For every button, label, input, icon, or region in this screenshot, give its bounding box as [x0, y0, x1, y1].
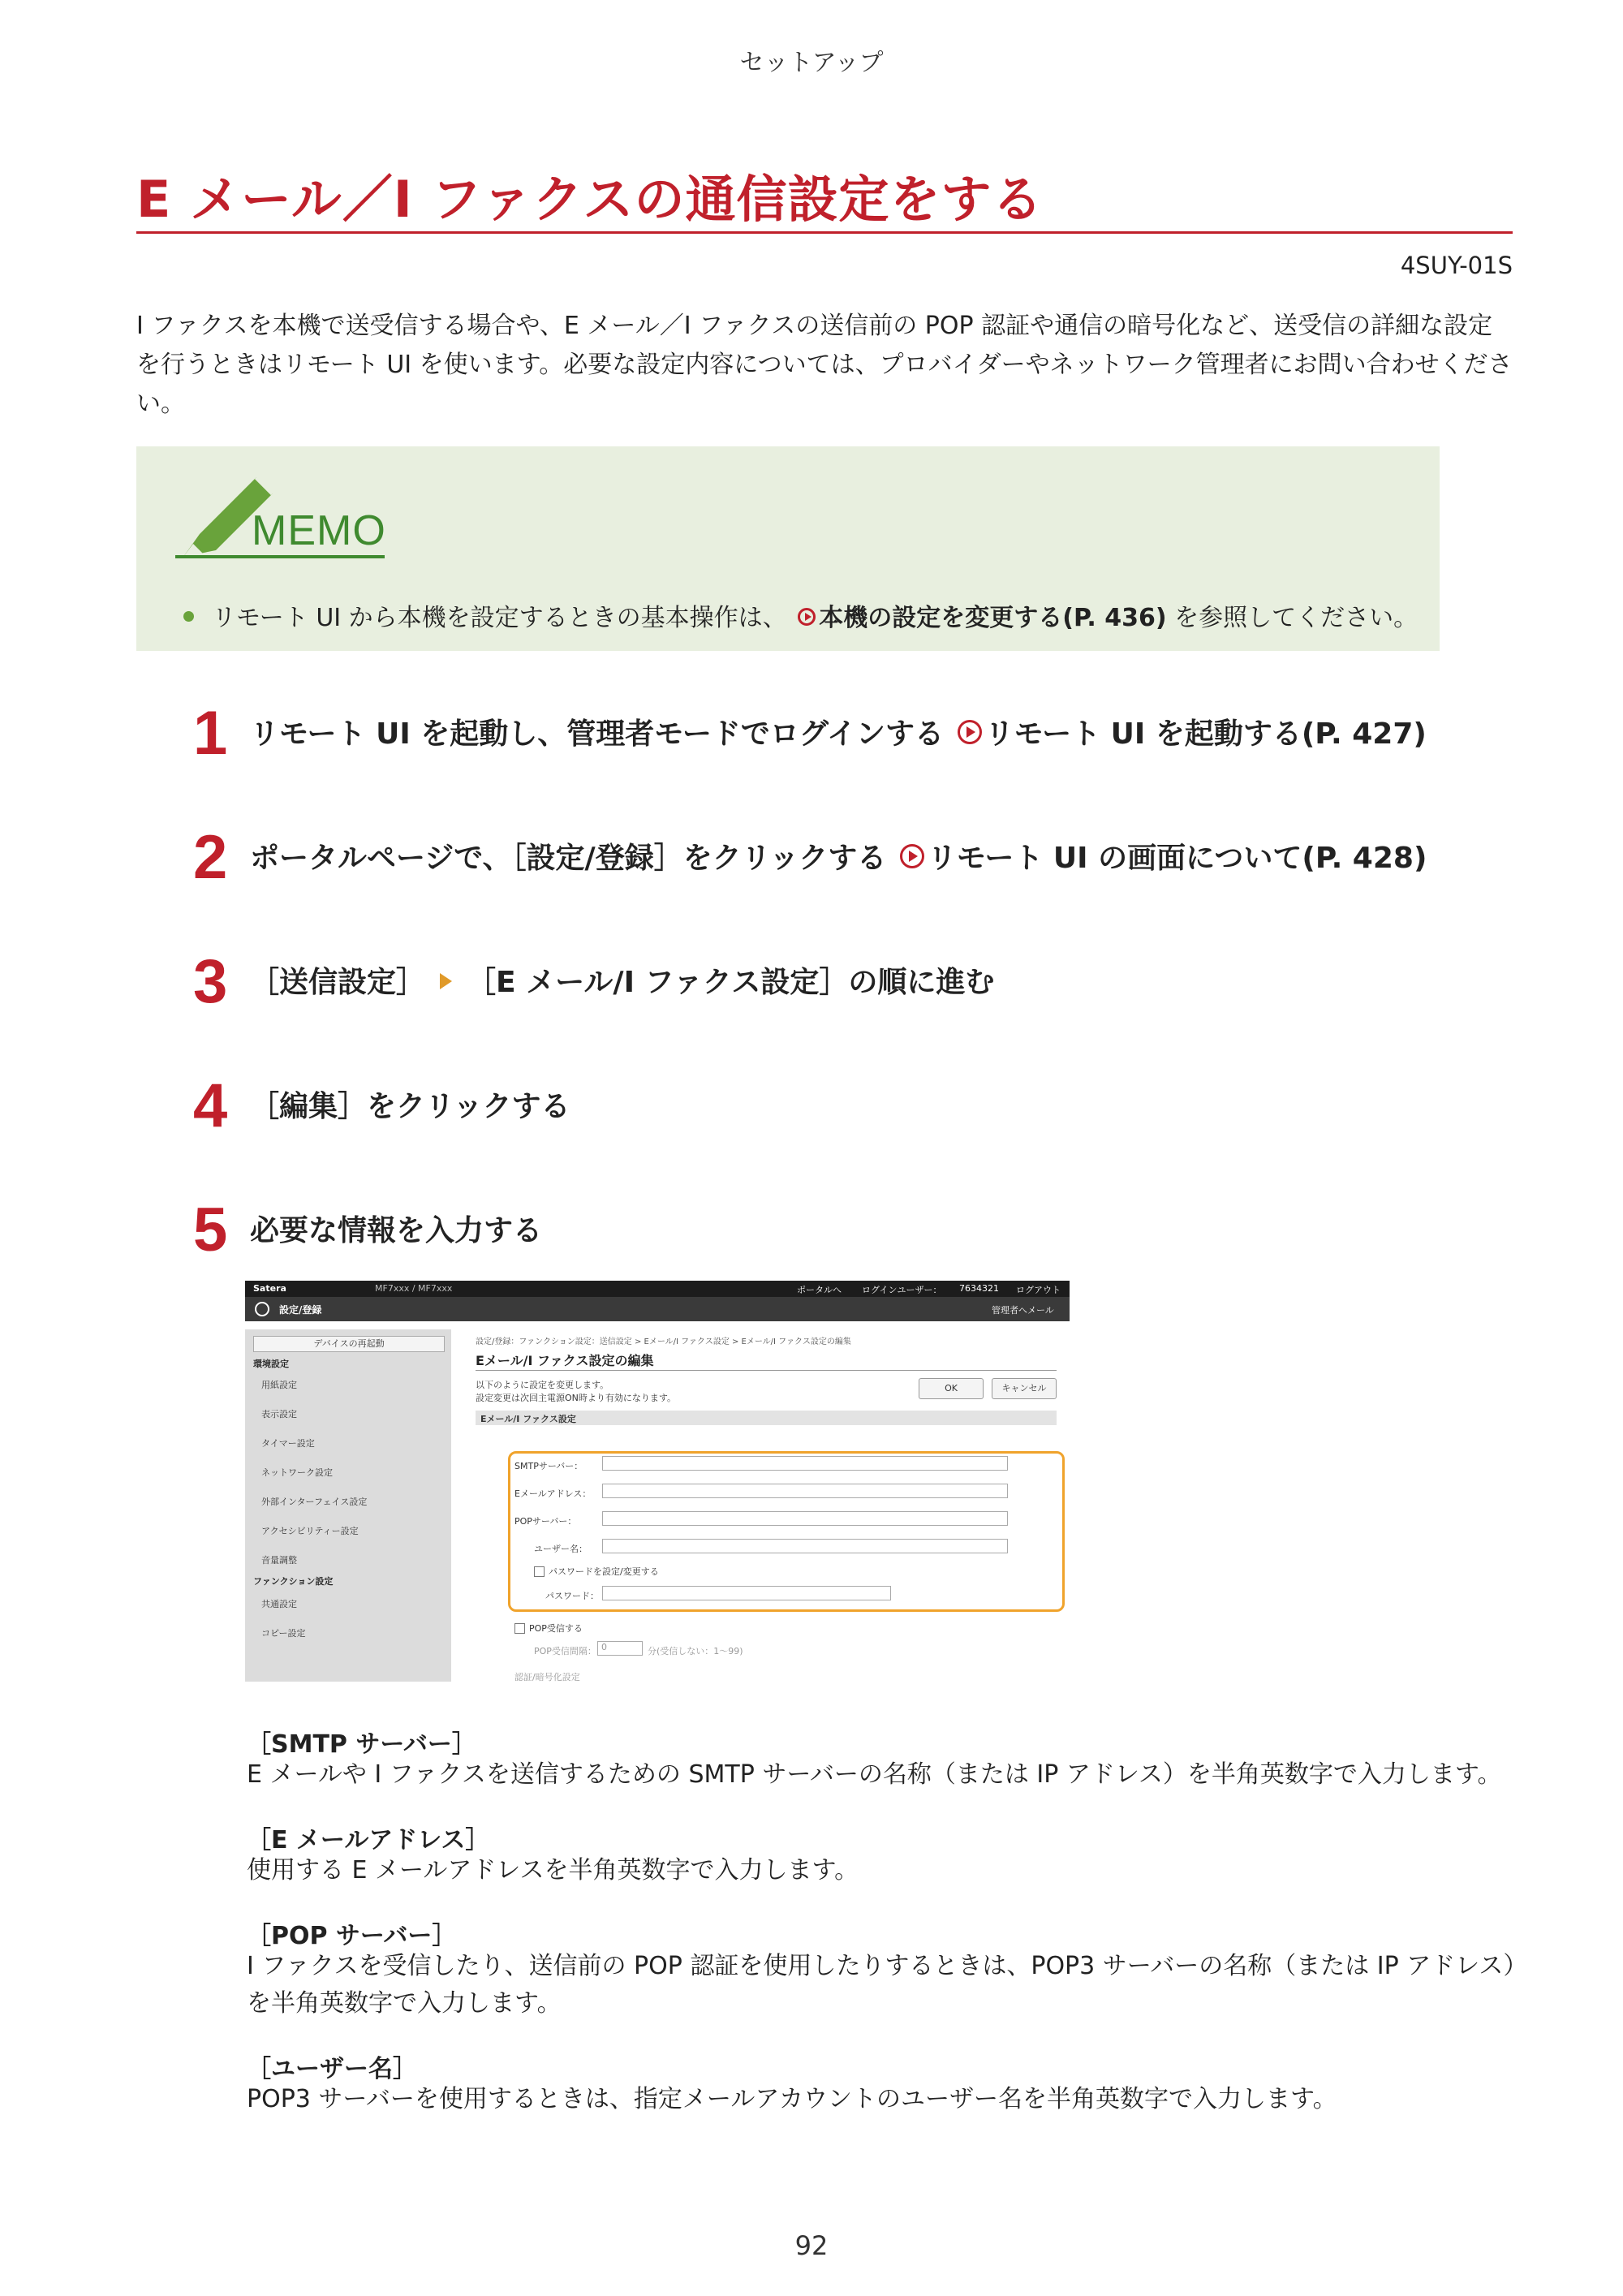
running-header: セットアップ — [739, 49, 884, 77]
step-link[interactable]: リモート UI を起動する(P. 427) — [984, 717, 1427, 751]
pop-interval-input[interactable]: 0 — [597, 1641, 643, 1656]
step-instruction: ポータルページで、［設定/登録］をクリックする — [250, 842, 887, 875]
field-description-body: POP3 サーバーを使用するときは、指定メールアカウントのユーザー名を半角英数字で入力します。 — [247, 2085, 1337, 2113]
field-description-body: 使用する E メールアドレスを半角英数字で入力します。 — [247, 1856, 859, 1885]
field-description-title: ［E メールアドレス］ — [247, 1826, 490, 1854]
screenshot-topbar — [245, 1281, 1070, 1297]
title-underline — [136, 231, 1513, 234]
pop-receive-checkbox[interactable] — [514, 1623, 525, 1634]
note-line: 設定変更は次回主電源ON時より有効になります。 — [476, 1393, 677, 1403]
screenshot-titlebar — [245, 1297, 1070, 1321]
logout-link[interactable]: ログアウト — [1016, 1285, 1061, 1295]
brand-logo: Satera — [253, 1283, 286, 1294]
bullet-icon — [183, 611, 194, 622]
cancel-button[interactable]: キャンセル — [992, 1378, 1057, 1399]
admin-mail-link[interactable]: 管理者へメール — [992, 1305, 1054, 1316]
sidebar-section: 環境設定 — [253, 1359, 289, 1369]
screenshot-sidebar — [245, 1329, 451, 1682]
sidebar-section: ファンクション設定 — [253, 1576, 334, 1587]
field-description-body: E メールや I ファクスを送信するための SMTP サーバーの名称（または IP アドレス）を半角英数字で入力します。 — [247, 1760, 1502, 1789]
sidebar-item[interactable]: 表示設定 — [261, 1409, 297, 1419]
field-description-body: I ファクスを受信したり、送信前の POP 認証を使用したりするときは、POP3 サーバーの名称（または IP アドレス）を半角英数字で入力します。 — [247, 1952, 1528, 2018]
memo-item-suffix: を参照してください。 — [1174, 604, 1419, 632]
step-number: 3 — [193, 947, 228, 1016]
memo-item — [183, 597, 1418, 633]
step-instruction-a: ［送信設定］ — [250, 966, 426, 999]
next-arrow-icon — [440, 973, 452, 989]
screenshot-page-title: 設定/登録 — [279, 1304, 322, 1316]
step-text — [250, 959, 994, 1001]
intro-paragraph: I ファクスを本機で送受信する場合や、E メール／I ファクスの送信前の POP 認証や通信の暗号化など、送受信の詳細な設定を行うときはリモート UI を使います。必要な設定内容については、プロバイダーやネットワーク管理者にお問い合わせください。 — [136, 312, 1513, 418]
smtp-label: SMTPサーバー： — [514, 1461, 583, 1471]
memo-label: MEMO — [252, 507, 386, 554]
divider — [476, 1370, 1057, 1371]
auth-section-label: 認証/暗号化設定 — [514, 1672, 580, 1682]
breadcrumb: 設定/登録：ファンクション設定：送信設定 > Eメール/I ファクス設定 > Eメール/I ファクス設定の編集 — [476, 1338, 851, 1346]
link-arrow-icon — [798, 608, 816, 626]
page-number: 92 — [794, 2230, 829, 2261]
sidebar-item[interactable]: コピー設定 — [261, 1628, 306, 1639]
group-title: Eメール/I ファクス設定 — [480, 1414, 576, 1424]
restart-button[interactable]: デバイスの再起動 — [253, 1336, 445, 1352]
memo-underline — [175, 555, 385, 558]
settings-icon — [255, 1302, 269, 1316]
step-text: 必要な情報を入力する — [250, 1214, 543, 1247]
user-label: ユーザー名： — [534, 1544, 588, 1554]
memo-link[interactable]: 本機の設定を変更する(P. 436) — [819, 604, 1167, 632]
login-user-label: ログインユーザー： — [862, 1285, 942, 1295]
page-title: E メール／I ファクスの通信設定をする — [136, 170, 1044, 229]
document-id: 4SUY-01S — [1400, 252, 1513, 279]
sidebar-item[interactable]: アクセシビリティー設定 — [261, 1526, 359, 1536]
link-arrow-icon — [900, 844, 924, 868]
step-number: 2 — [193, 823, 228, 892]
step-text: ［編集］をクリックする — [250, 1090, 570, 1123]
memo-item-prefix: リモート UI から本機を設定するときの基本操作は、 — [212, 604, 787, 632]
device-name: MF7xxx / MF7xxx — [375, 1283, 453, 1294]
portal-link[interactable]: ポータルへ — [797, 1285, 842, 1295]
sidebar-item[interactable]: 音量調整 — [261, 1555, 297, 1566]
sidebar-item[interactable]: 外部インターフェイス設定 — [261, 1497, 368, 1507]
field-description-title: ［SMTP サーバー］ — [247, 1730, 476, 1759]
password-set-label: パスワードを設定/変更する — [549, 1566, 659, 1577]
step-instruction: リモート UI を起動し、管理者モードでログインする — [250, 717, 945, 751]
remote-ui-screenshot — [245, 1281, 1070, 1682]
sidebar-item[interactable]: 共通設定 — [261, 1599, 297, 1609]
step-number: 4 — [193, 1071, 228, 1140]
step-number: 5 — [193, 1195, 228, 1264]
pop-interval-label: POP受信間隔： — [534, 1646, 596, 1656]
field-description-title: ［ユーザー名］ — [247, 2055, 417, 2083]
step-number: 1 — [193, 699, 228, 768]
step-text — [250, 711, 1427, 752]
group-header — [476, 1411, 1057, 1425]
highlight-frame — [508, 1451, 1065, 1612]
pop-interval-unit: 分(受信しない：1〜99) — [648, 1646, 743, 1656]
step-instruction-b: ［E メール/I ファクス設定］の順に進む — [467, 966, 995, 999]
note-line: 以下のように設定を変更します。 — [476, 1380, 609, 1390]
pop-label: POPサーバー： — [514, 1516, 577, 1527]
link-arrow-icon — [958, 720, 982, 744]
screenshot-heading: Eメール/I ファクス設定の編集 — [476, 1353, 654, 1368]
sidebar-item[interactable]: 用紙設定 — [261, 1380, 297, 1390]
pop-receive-label: POP受信する — [529, 1623, 583, 1634]
sidebar-item[interactable]: ネットワーク設定 — [261, 1467, 333, 1478]
login-user-id: 7634321 — [959, 1283, 999, 1294]
email-label: Eメールアドレス： — [514, 1488, 592, 1499]
ok-button[interactable]: OK — [919, 1378, 984, 1399]
field-description-title: ［POP サーバー］ — [247, 1922, 457, 1950]
step-link[interactable]: リモート UI の画面について(P. 428) — [927, 842, 1427, 875]
password-label: パスワード： — [545, 1591, 599, 1601]
step-text — [250, 835, 1427, 877]
sidebar-item[interactable]: タイマー設定 — [261, 1438, 315, 1449]
